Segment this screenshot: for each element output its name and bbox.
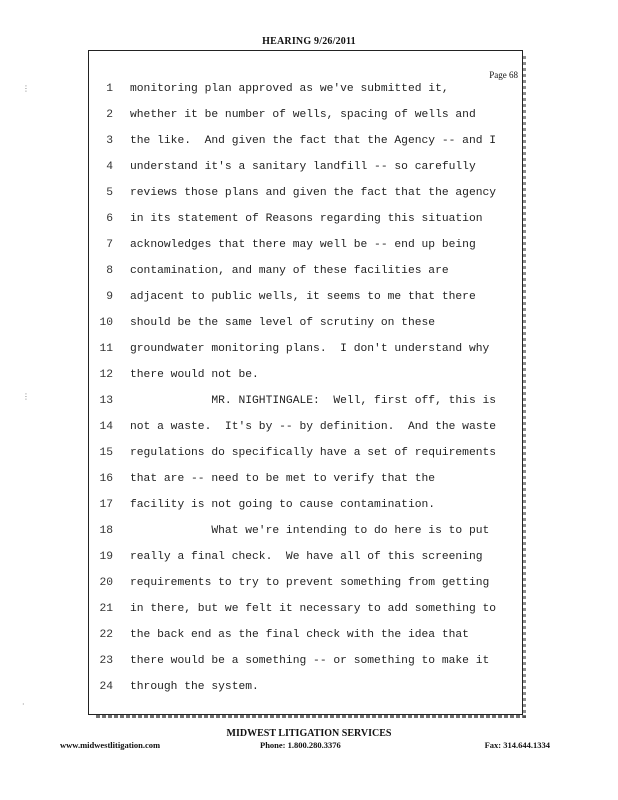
line-number: 19 bbox=[99, 551, 113, 563]
transcript-line bbox=[95, 570, 515, 596]
transcript-line bbox=[95, 648, 515, 674]
line-number: 13 bbox=[99, 395, 113, 407]
line-text: whether it be number of wells, spacing of wells and bbox=[130, 109, 476, 121]
transcript-line bbox=[95, 310, 515, 336]
transcript-line bbox=[95, 674, 515, 700]
line-text: that are -- need to be met to verify that the bbox=[130, 473, 436, 485]
line-number: 2 bbox=[106, 109, 113, 121]
transcript-line bbox=[95, 518, 515, 544]
line-text: not a waste. It's by -- by definition. And the waste bbox=[130, 421, 497, 433]
transcript-header: HEARING 9/26/2011 bbox=[262, 36, 356, 47]
transcript-line bbox=[95, 180, 515, 206]
transcript-line bbox=[95, 388, 515, 414]
line-text: requirements to try to prevent something from getting bbox=[130, 577, 490, 589]
line-text: should be the same level of scrutiny on these bbox=[130, 317, 436, 329]
line-number: 18 bbox=[99, 525, 113, 537]
line-number: 11 bbox=[99, 343, 113, 355]
line-text: in there, but we felt it necessary to add something to bbox=[130, 603, 497, 615]
footer-fax: Fax: 314.644.1334 bbox=[484, 740, 550, 750]
line-number: 21 bbox=[99, 603, 113, 615]
footer-contact-row bbox=[60, 740, 550, 752]
transcript-line bbox=[95, 622, 515, 648]
line-text: adjacent to public wells, it seems to me that there bbox=[130, 291, 476, 303]
line-number: 22 bbox=[99, 629, 113, 641]
footer-company: MIDWEST LITIGATION SERVICES bbox=[226, 728, 392, 739]
transcript-line bbox=[95, 128, 515, 154]
line-number: 17 bbox=[99, 499, 113, 511]
transcript-line bbox=[95, 362, 515, 388]
line-text: MR. NIGHTINGALE: Well, first off, this is bbox=[130, 395, 497, 407]
line-text: there would be a something -- or something to make it bbox=[130, 655, 490, 667]
line-text: the back end as the final check with the idea that bbox=[130, 629, 469, 641]
line-number: 16 bbox=[99, 473, 113, 485]
transcript-lines bbox=[95, 76, 515, 700]
line-text: facility is not going to cause contamination. bbox=[130, 499, 436, 511]
line-text: in its statement of Reasons regarding this situation bbox=[130, 213, 483, 225]
transcript-line bbox=[95, 596, 515, 622]
transcript-line bbox=[95, 284, 515, 310]
transcript-line bbox=[95, 258, 515, 284]
line-number: 5 bbox=[106, 187, 113, 199]
line-number: 9 bbox=[106, 291, 113, 303]
line-text: the like. And given the fact that the Agency -- and I bbox=[130, 135, 497, 147]
transcript-line bbox=[95, 154, 515, 180]
footer-phone: Phone: 1.800.280.3376 bbox=[260, 740, 341, 750]
transcript-line bbox=[95, 232, 515, 258]
line-number: 20 bbox=[99, 577, 113, 589]
line-number: 6 bbox=[106, 213, 113, 225]
line-text: contamination, and many of these facilities are bbox=[130, 265, 449, 277]
line-number: 1 bbox=[106, 83, 113, 95]
transcript-line bbox=[95, 102, 515, 128]
line-number: 14 bbox=[99, 421, 113, 433]
line-number: 4 bbox=[106, 161, 113, 173]
line-number: 10 bbox=[99, 317, 113, 329]
transcript-line bbox=[95, 336, 515, 362]
line-text: understand it's a sanitary landfill -- so carefully bbox=[130, 161, 476, 173]
transcript-line bbox=[95, 544, 515, 570]
line-text: What we're intending to do here is to put bbox=[130, 525, 490, 537]
frame-edge-bottom bbox=[96, 715, 526, 718]
transcript-line bbox=[95, 492, 515, 518]
transcript-line bbox=[95, 76, 515, 102]
line-text: really a final check. We have all of this screening bbox=[130, 551, 483, 563]
transcript-line bbox=[95, 466, 515, 492]
line-text: regulations do specifically have a set of requirements bbox=[130, 447, 497, 459]
margin-mark: ⋮ bbox=[22, 84, 30, 93]
line-number: 3 bbox=[106, 135, 113, 147]
line-text: acknowledges that there may well be -- end up being bbox=[130, 239, 476, 251]
frame-edge-right bbox=[523, 56, 526, 718]
line-number: 23 bbox=[99, 655, 113, 667]
line-text: through the system. bbox=[130, 681, 259, 693]
line-text: there would not be. bbox=[130, 369, 259, 381]
line-number: 7 bbox=[106, 239, 113, 251]
line-number: 8 bbox=[106, 265, 113, 277]
footer-website: www.midwestlitigation.com bbox=[60, 740, 161, 750]
transcript-line bbox=[95, 414, 515, 440]
page-number: Page 68 bbox=[489, 70, 518, 80]
line-number: 24 bbox=[99, 681, 113, 693]
line-number: 12 bbox=[99, 369, 113, 381]
line-text: monitoring plan approved as we've submitted it, bbox=[130, 83, 449, 95]
line-text: reviews those plans and given the fact that the agency bbox=[130, 187, 497, 199]
transcript-line bbox=[95, 440, 515, 466]
margin-mark: · bbox=[22, 700, 25, 709]
transcript-line bbox=[95, 206, 515, 232]
line-text: groundwater monitoring plans. I don't understand why bbox=[130, 343, 490, 355]
line-number: 15 bbox=[99, 447, 113, 459]
margin-mark: ⋮ bbox=[22, 392, 30, 401]
